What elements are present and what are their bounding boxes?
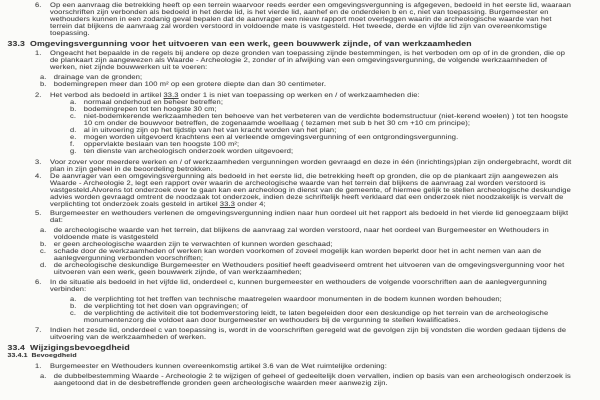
list-item-text: oppervlakte beslaan van ten hoogste 100 m²; bbox=[83, 142, 240, 148]
subsection-title: Bevoegdheid bbox=[31, 353, 77, 359]
list-subitem bbox=[8, 75, 576, 82]
list-subitem bbox=[8, 297, 576, 304]
list-item-text: drainage van de gronden; bbox=[53, 75, 143, 81]
list-item-text: bodemingrepen tot ten hoogste 30 cm; bbox=[83, 107, 217, 113]
list-item bbox=[8, 174, 576, 209]
article-ref-link[interactable]: 33.3 bbox=[219, 202, 236, 208]
list-item bbox=[8, 364, 576, 371]
list-item bbox=[8, 211, 576, 225]
text-fragment: Het verbod als bedoeld in artikel bbox=[50, 93, 164, 99]
list-item-letter: g. bbox=[70, 149, 77, 155]
list-item-letter: a. bbox=[40, 75, 47, 81]
list-item-letter: d. bbox=[40, 263, 47, 269]
section-heading-33-4 bbox=[8, 344, 576, 353]
text-fragment: onder 4; bbox=[235, 202, 266, 208]
list-item-number: 1. bbox=[35, 51, 42, 57]
list-item-letter: c. bbox=[70, 114, 77, 120]
list-item-text: al in uitvoering zijn op het tijdstip van het van kracht worden van het plan; bbox=[83, 128, 337, 134]
list-subitem bbox=[8, 107, 576, 114]
list-item-text: er geen archeologische waarden zijn te verwachten of kunnen worden geschaad; bbox=[53, 242, 333, 248]
text-fragment: onder 1 is niet van toepassing op werken en / of werkzaamheden die: bbox=[178, 93, 420, 99]
list-item-text: de verplichting tot het treffen van technische maatregelen waardoor monumenten in de bodem kunnen worden behouden; bbox=[83, 297, 502, 303]
list-item-number: 5. bbox=[35, 211, 42, 217]
list-item-text bbox=[50, 93, 575, 100]
list-item bbox=[8, 93, 576, 100]
list-item-text: In de situatie als bedoeld in het vijfde lid, onderdeel c, kunnen burgemeester en wethouders de volgende voorschriften aan de aanlegvergunning verbinden: bbox=[50, 280, 547, 293]
list-item bbox=[8, 3, 576, 38]
list-subitem bbox=[8, 114, 576, 128]
section-heading-33-3 bbox=[8, 40, 576, 49]
list-item-number: 1. bbox=[35, 363, 42, 370]
list-subitem bbox=[8, 82, 576, 89]
list-item-letter: f. bbox=[70, 142, 75, 148]
section-number: 33.4 bbox=[7, 345, 26, 352]
list-item-number: 2. bbox=[35, 93, 42, 99]
list-subitem bbox=[8, 311, 576, 325]
list-item-letter: b. bbox=[70, 107, 77, 113]
list-item-text: schade door de werkzaamheden of werken kan worden voorkomen of zoveel mogelijk kan worden beperkt door het in acht nemen van aan de aanlegvergunning verbonden voorschriften; bbox=[53, 249, 542, 262]
list-item-number: 7. bbox=[35, 328, 42, 334]
list-item-text: Op een aanvraag die betrekking heeft op een terrein waarvoor reeds eerder een omgevingsvergunning is afgegeven, bedoeld in het eerste lid, waaraan voorschriften zijn verbonden als bedoeld in het derde lid, is het vierde lid, aanhef en de onderdelen b en c, niet van toepassing. Burgemeester en wethouders kunnen in een zodanig geval bepalen dat de aanvrager een nieuw rapport moet overleggen waarin de archeologische waarde van het terrein dat blijkens de aanvraag zal worden verstoord in voldoende mate is vastgesteld. Het tweede, derde en vijfde lid zijn van overeenkomstige toepassing. bbox=[50, 3, 572, 37]
list-subitem bbox=[8, 228, 576, 242]
section-title: Omgevingsvergunning voor het uitvoeren van een werk, geen bouwwerk zijnde, of van werkzaamheden bbox=[30, 41, 472, 48]
list-item-text: de dubbelbestemming Waarde - Archeologie 2 te wijzigen of geheel of gedeeltelijk doen vervallen, indien op basis van een archeologisch onderzoek is aangetoond dat in de desbetreffende gronden geen archeologische waarden meer aanwezig zijn. bbox=[53, 373, 571, 387]
list-item-letter: a. bbox=[70, 297, 77, 303]
list-item-text: Voor zover voor meerdere werken en / of werkzaamheden vergunningen worden gevraagd en deze in één (inrichtings)plan zijn ondergebracht, wordt dit plan in zijn geheel in de beoordeling betrokken. bbox=[50, 160, 572, 173]
list-item-text: Ongeacht het bepaalde in de regels bij andere op deze gronden van toepassing zijnde bestemmingen, is het verboden om op of in de gronden, die op de plankaart zijn aangewezen als Waarde - Archeologie 2, zonder of in afwijking van een omgevingsvergunning, de volgende werkzaamheden of werken, niet zijnde bouwwerken uit te voeren: bbox=[50, 51, 566, 71]
list-item-number: 6. bbox=[35, 3, 42, 9]
list-subitem bbox=[8, 149, 576, 156]
list-item bbox=[8, 160, 576, 174]
list-item-text: Burgemeester en Wethouders kunnen overeenkomstig artikel 3.6 van de Wet ruimtelijke ordening: bbox=[50, 363, 387, 370]
text-fragment: De aanvrager van een omgevingsvergunning als bedoeld in het eerste lid, die betrekking heeft op gronden, die op de plankaart zijn aangewezen als Waarde - Archeologie 2, legt een rapport over waarin de archeologische waarde van het terrein dat blijkens de aanvraag zal worden verstoord is vastgesteld.Alvorens tot onderzoek over te gaan kan een archeoloog in dienst van de gemeente, of hiermee gelijk te stellen archeologische deskundige advies worden gevraagd omtrent de noodzaak tot onderzoek, indien deze schriftelijk heeft verklaard dat een onderzoek niet noodzakelijk is vervalt de verplichting tot onderzoek zoals gesteld in artikel bbox=[50, 174, 571, 208]
section-title: Wijzigingsbevoegdheid bbox=[30, 345, 130, 352]
list-item-letter: a. bbox=[70, 100, 77, 106]
list-item-text: normaal onderhoud en beheer betreffen; bbox=[83, 100, 224, 106]
list-item-letter: b. bbox=[70, 304, 77, 310]
list-item-letter: b. bbox=[40, 242, 47, 248]
list-subitem bbox=[8, 128, 576, 135]
list-subitem bbox=[8, 374, 576, 388]
list-item-text bbox=[50, 174, 575, 209]
section-number: 33.3 bbox=[7, 41, 26, 48]
list-item-number: 4. bbox=[35, 174, 42, 180]
list-item-text: ten dienste van archeologisch onderzoek worden uitgevoerd; bbox=[83, 149, 294, 155]
list-item-text: de archeologische waarde van het terrein, dat blijkens de aanvraag zal worden verstoord, naar het oordeel van Burgemeester en Wethouders in voldoende mate is vastgesteld bbox=[53, 228, 549, 241]
list-item-letter: d. bbox=[70, 128, 77, 134]
list-item-letter: c. bbox=[40, 249, 47, 255]
subsection-heading-33-4-1 bbox=[8, 353, 576, 360]
list-item bbox=[8, 328, 576, 342]
list-subitem bbox=[8, 249, 576, 263]
list-subitem bbox=[8, 263, 576, 277]
list-item-letter: a. bbox=[40, 373, 47, 380]
list-subitem bbox=[8, 142, 576, 149]
list-subitem bbox=[8, 242, 576, 249]
list-item-number: 3. bbox=[35, 160, 42, 166]
list-item-text: de archeologische deskundige Burgemeester en Wethouders positief heeft geadviseerd omtrent het uitvoeren van de omgevingsvergunning voor het uitvoeren van een werk, geen bouwwerk zijnde, of van werkzaamheden; bbox=[53, 263, 565, 276]
list-item-text: de verplichting de activiteit die tot bodemverstoring leidt, te laten begeleiden door een deskundige op het terrein van de archeologische monumentenzorg die voldoet aan door burgemeester en wethouders bij de vergunning te stellen kwalificaties. bbox=[83, 311, 549, 324]
list-item-text: bodemingrepen meer dan 100 m² op een grotere diepte dan dan 30 centimeter. bbox=[53, 82, 327, 88]
list-subitem bbox=[8, 135, 576, 142]
article-ref-link[interactable]: 33.3 bbox=[163, 93, 179, 99]
list-item-text: Indien het zesde lid, onderdeel c van toepassing is, wordt in de voorschriften geregeld wat de gevolgen zijn bij vondsten die worden gedaan tijdens de uitvoering van de werkzaamheden of werken. bbox=[50, 328, 567, 341]
list-item-letter: a. bbox=[40, 228, 47, 234]
list-item bbox=[8, 51, 576, 72]
list-subitem bbox=[8, 100, 576, 107]
list-item-text: niet-bodemkerende werkzaamheden ten behoeve van het verbeteren van de verdichte bodemstructuur (niet-kerend woelen) ) tot ten hoogste 10 cm onder de bouwvoor betreffen, de zogenaamde woellaag ( tezamen met sub b het 30 cm +10 cm principe); bbox=[83, 114, 569, 127]
list-item bbox=[8, 280, 576, 294]
list-item-text: mogen worden uitgevoerd krachtens een al verleende omgevingsvergunning of een ontgrondingsvergunning. bbox=[83, 135, 459, 141]
list-item-text: de verplichting tot het doen van opgravingen; of bbox=[83, 304, 248, 310]
list-item-letter: b. bbox=[40, 82, 47, 88]
list-item-letter: c. bbox=[70, 311, 77, 317]
list-item-number: 6. bbox=[35, 280, 42, 286]
list-item-letter: e. bbox=[70, 135, 77, 141]
list-item-text: Burgemeester en wethouders verlenen de omgevingsvergunning indien naar hun oordeel uit het rapport als bedoeld in het vierde lid genoegzaam blijkt dat: bbox=[50, 211, 569, 224]
subsection-number: 33.4.1 bbox=[7, 353, 28, 359]
list-subitem bbox=[8, 304, 576, 311]
